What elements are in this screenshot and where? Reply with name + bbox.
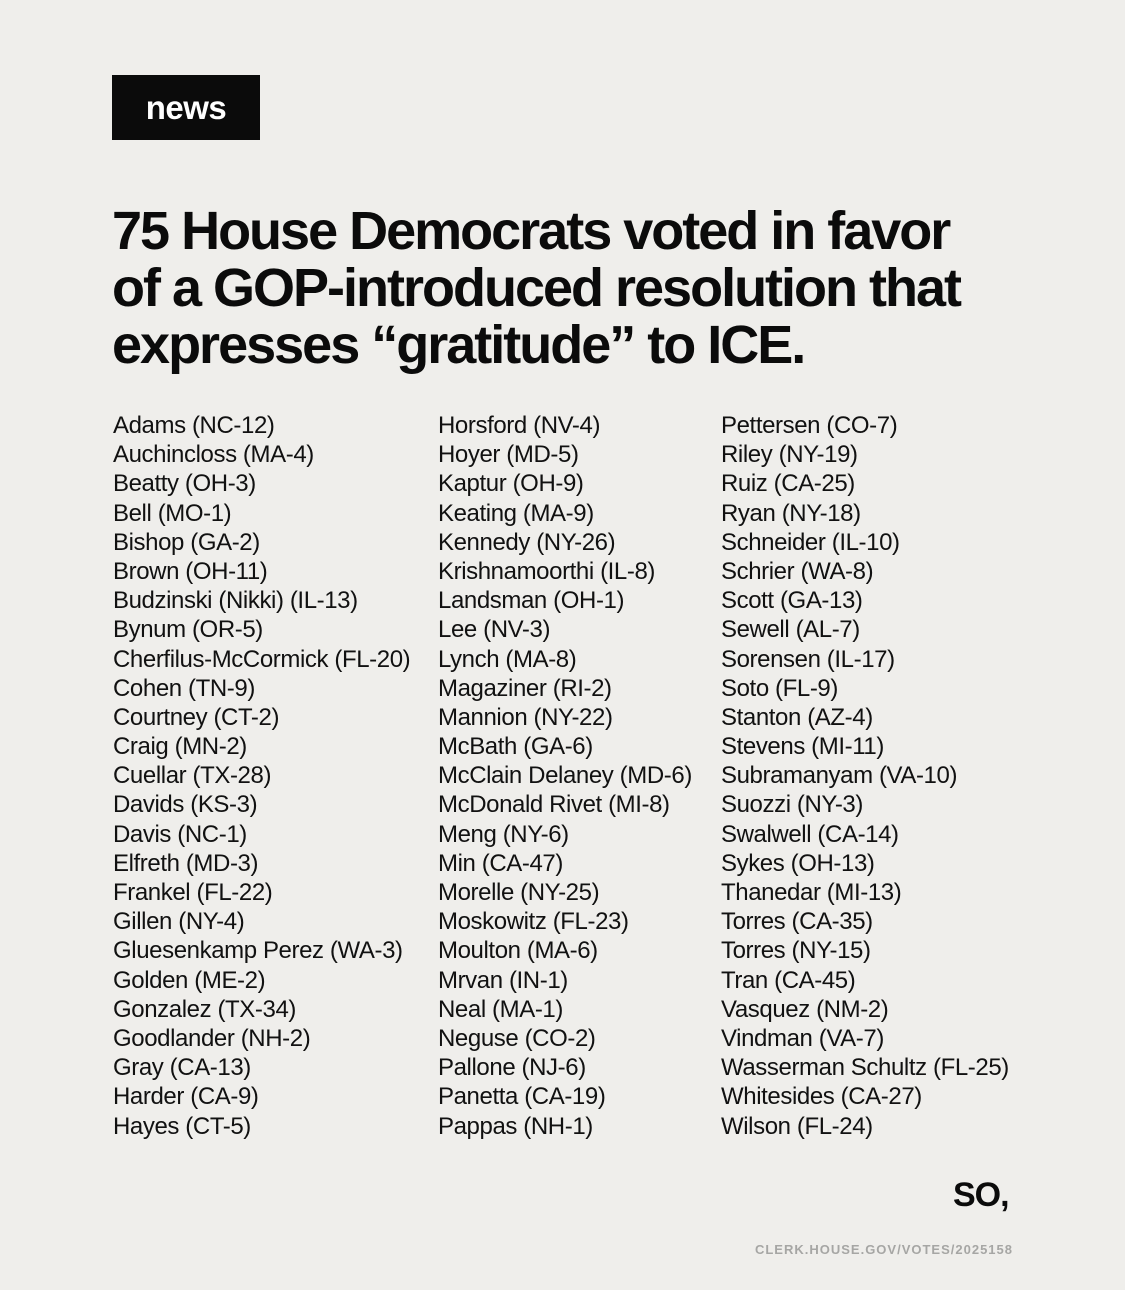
member-list-item: Keating (MA-9) [438,499,594,527]
member-list-item: Gray (CA-13) [113,1054,251,1082]
source-citation: CLERK.HOUSE.GOV/VOTES/2025158 [754,1242,1013,1257]
member-list-item: Bynum (OR-5) [113,616,263,644]
headline [112,203,1052,374]
member-list-item: Wilson (FL-24) [721,1112,873,1140]
brand-logo: SO, [953,1176,1009,1214]
member-list-item: Moulton (MA-6) [438,937,598,965]
member-list-item: Morelle (NY-25) [438,879,600,906]
member-list-item: McClain Delaney (MD-6) [438,762,692,790]
member-list-item: Tran (CA-45) [721,966,856,994]
member-list-item: Lynch (MA-8) [438,645,577,673]
member-list-item: Pallone (NJ-6) [438,1054,586,1082]
member-list-item: Min (CA-47) [438,849,563,877]
member-list-item: Brown (OH-11) [113,557,268,585]
member-list-item: Lee (NV-3) [438,616,551,644]
headline-line-2: of a GOP-introduced resolution that [112,258,960,318]
member-list-item: Meng (NY-6) [438,820,569,848]
member-list-column-3 [721,411,1009,1141]
member-list-item: Moskowitz (FL-23) [438,908,629,936]
member-list-item: Gluesenkamp Perez (WA-3) [113,937,403,965]
headline-line-1: 75 House Democrats voted in favor [112,201,950,261]
member-list-item: Scott (GA-13) [721,587,863,615]
member-list-item: Ryan (NY-18) [721,499,861,527]
member-list-item: Kaptur (OH-9) [438,470,584,498]
member-list-item: Neguse (CO-2) [438,1024,596,1052]
member-list-item: Neal (MA-1) [438,995,563,1023]
member-list-item: Bell (MO-1) [113,499,232,527]
member-list-item: Hoyer (MD-5) [438,441,579,469]
headline-line-3: expresses “gratitude” to ICE. [112,315,805,375]
member-list-item: Mrvan (IN-1) [438,966,568,994]
member-list-item: Cherfilus-McCormick (FL-20) [113,645,411,673]
member-list-item: Stevens (MI-11) [721,733,884,761]
member-list-item: Davids (KS-3) [113,791,258,819]
member-list-item: Krishnamoorthi (IL-8) [438,557,656,585]
member-list-item: Auchincloss (MA-4) [113,441,314,469]
member-list-item: Schneider (IL-10) [721,528,900,556]
member-list-item: Harder (CA-9) [113,1083,259,1111]
member-list-item: Wasserman Schultz (FL-25) [721,1054,1009,1082]
member-list-item: Torres (CA-35) [721,908,873,936]
member-list-item: Magaziner (RI-2) [438,674,612,702]
member-list-column-1 [113,411,410,1141]
member-list-item: Subramanyam (VA-10) [721,762,958,790]
member-list-item: McBath (GA-6) [438,733,593,761]
member-list-item: Gonzalez (TX-34) [113,995,296,1023]
member-list-item: Elfreth (MD-3) [113,849,259,877]
member-list-item: Davis (NC-1) [113,820,247,848]
member-list-item: Adams (NC-12) [113,412,275,439]
member-list-item: Suozzi (NY-3) [721,791,863,819]
member-list-item: Frankel (FL-22) [113,879,273,906]
member-list-item: Vindman (VA-7) [721,1024,884,1052]
member-list-item: Beatty (OH-3) [113,470,256,498]
member-list-item: Cohen (TN-9) [113,674,255,702]
member-list-item: Stanton (AZ-4) [721,703,873,731]
member-list-item: Swalwell (CA-14) [721,820,899,848]
member-list-item: Hayes (CT-5) [113,1112,251,1140]
member-list-item: Ruiz (CA-25) [721,470,855,498]
member-list-item: Craig (MN-2) [113,733,247,761]
member-list-item: Torres (NY-15) [721,937,871,965]
member-list-item: Mannion (NY-22) [438,703,613,731]
member-list-item: Goodlander (NH-2) [113,1024,311,1052]
member-list-item: Courtney (CT-2) [113,703,280,731]
member-list-item: Riley (NY-19) [721,441,858,469]
member-list-item: Budzinski (Nikki) (IL-13) [113,587,358,615]
member-list-item: Pappas (NH-1) [438,1112,593,1140]
member-list-item: Gillen (NY-4) [113,908,245,936]
member-list-item: McDonald Rivet (MI-8) [438,791,670,819]
member-list-item: Panetta (CA-19) [438,1083,606,1111]
member-list-item: Sorensen (IL-17) [721,645,895,673]
member-list-item: Thanedar (MI-13) [721,879,902,906]
member-list-item: Sykes (OH-13) [721,849,875,877]
member-list-item: Bishop (GA-2) [113,528,260,556]
news-tag: news [112,75,260,140]
member-list-item: Kennedy (NY-26) [438,528,616,556]
member-list-item: Horsford (NV-4) [438,412,601,439]
member-list-item: Cuellar (TX-28) [113,762,272,790]
member-list-column-2 [438,411,692,1141]
member-list-item: Whitesides (CA-27) [721,1083,922,1111]
member-list-item: Landsman (OH-1) [438,587,625,615]
member-list-item: Golden (ME-2) [113,966,266,994]
member-list-item: Pettersen (CO-7) [721,412,898,439]
member-list-item: Vasquez (NM-2) [721,995,889,1023]
member-list-item: Schrier (WA-8) [721,557,874,585]
member-list-item: Soto (FL-9) [721,674,838,702]
member-list-item: Sewell (AL-7) [721,616,860,644]
